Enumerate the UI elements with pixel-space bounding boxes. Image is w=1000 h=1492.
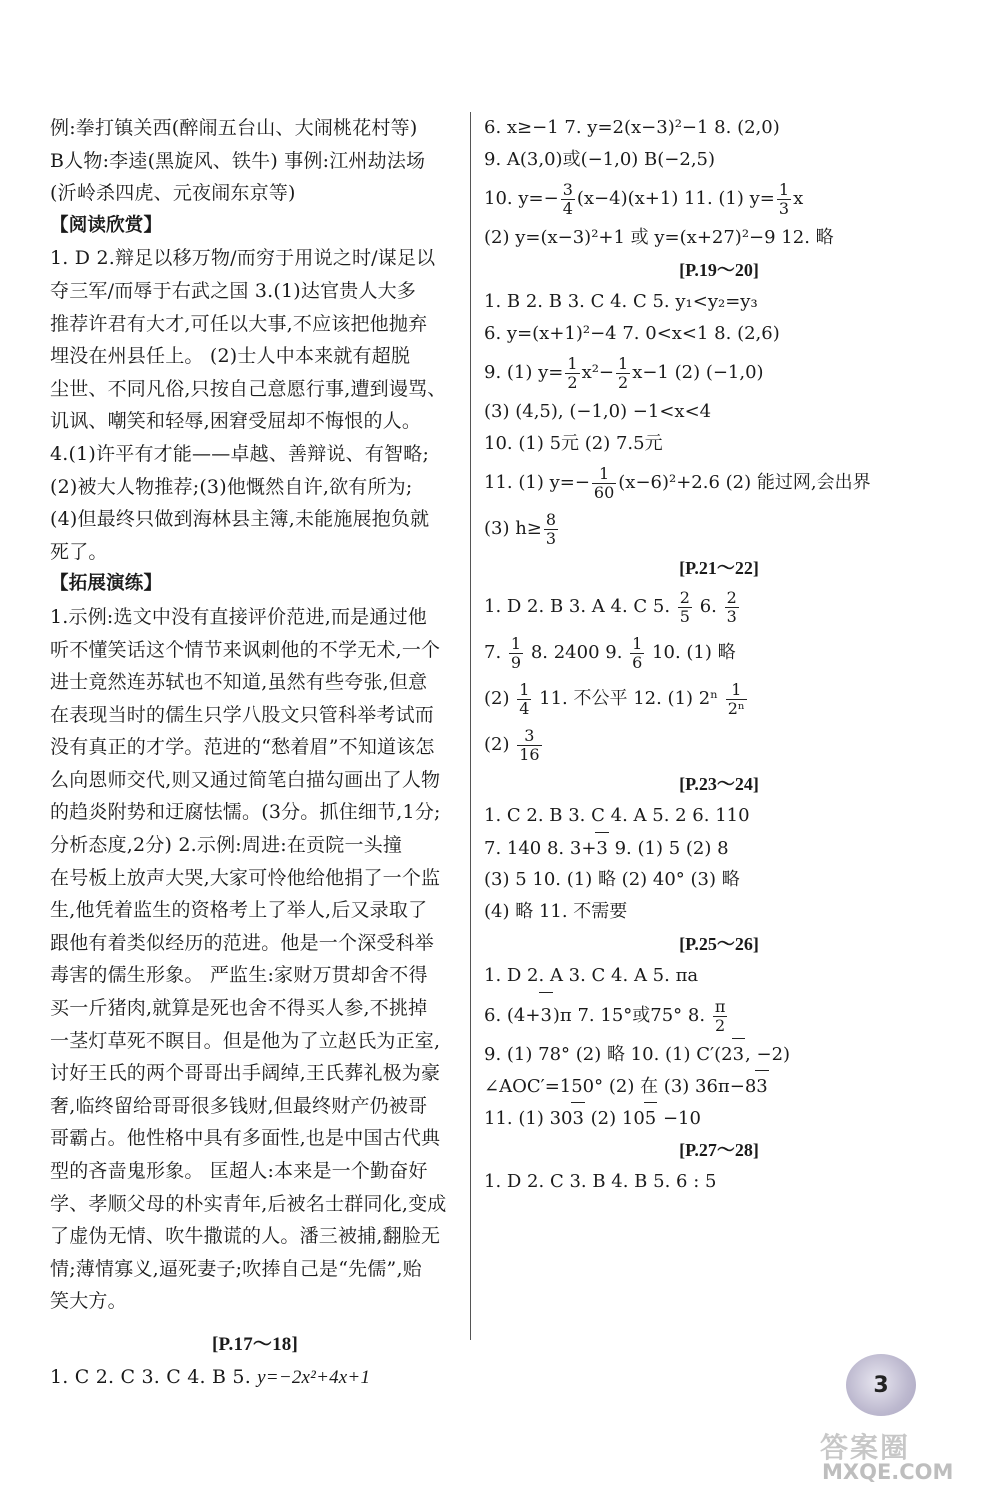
answer-line: 1. D 2. A 3. C 4. A 5. πa (484, 965, 699, 986)
answer-text: 9. (1) 5 (2) 8 (608, 838, 729, 859)
text-line: 学、孝顺父母的朴实青年,后被名士群同化,变成 (50, 1192, 447, 1215)
text-line: 死了。 (50, 540, 108, 563)
denominator: 4 (562, 198, 573, 218)
fraction (517, 681, 531, 718)
answer-line (484, 722, 954, 768)
denominator: 6 (632, 652, 643, 672)
square-root: 5 (644, 1102, 657, 1135)
text-line: 1.示例:选文中没有直接评价范进,而是通过他 (50, 605, 427, 628)
fraction (592, 465, 616, 502)
answer-text: )π 7. 15°或75° 8. (552, 1005, 711, 1026)
answer-line (484, 350, 954, 396)
answer-line-p17 (50, 1361, 460, 1395)
numerator: π (714, 996, 726, 1016)
square-root: 3 (595, 832, 608, 865)
answer-line (484, 676, 954, 722)
numerator: 1 (726, 681, 747, 700)
answer-text: 7. (484, 642, 507, 663)
answer-text: 10. y=− (484, 188, 559, 209)
text-line: 4.(1)许平有才能——卓越、善辩说、有智略; (50, 442, 430, 465)
page-number: 3 (873, 1372, 889, 1398)
text-line: 分析态度,2分) 2.示例:周进:在贡院一头撞 (50, 834, 403, 857)
answer-line: 1. C 2. B 3. C 4. A 5. 2 6. 110 (484, 805, 750, 826)
answer-line: (3) (4,5), (−1,0) −1<x<4 (484, 401, 712, 422)
text-line: 推荐许君有大才,可任以大事,不应该把他抛弃 (50, 312, 428, 335)
text-line: 1. D 2.辩足以移万物/而穷于用说之时/谋足以 (50, 247, 436, 270)
numerator: 3 (517, 727, 541, 746)
text-line: 笑大方。 (50, 1290, 127, 1313)
answer-line (484, 630, 954, 676)
answer-line (484, 1102, 954, 1134)
fraction (509, 635, 523, 672)
text-line: 在号板上放声大哭,大家可怜他给他捐了一个监 (50, 866, 441, 889)
fraction (561, 181, 575, 218)
fraction (725, 589, 739, 626)
fraction (726, 681, 747, 718)
numerator: 2 (726, 587, 737, 607)
denominator: 2 (714, 1015, 726, 1035)
answer-text: (3) h≥ (484, 518, 542, 539)
answer-line (484, 584, 954, 630)
text-line: 埋没在州县任上。 (2)士人中本来就有超脱 (50, 345, 411, 368)
numerator: 1 (618, 353, 629, 373)
denominator: 3 (545, 528, 557, 548)
answer-text: −10 (657, 1108, 701, 1129)
text-line: 夺三军/而辱于右武之国 3.(1)达官贵人大多 (50, 279, 417, 302)
denominator: 2 (618, 372, 629, 392)
text-line: 毒害的儒生形象。 严监生:家财万贯却舍不得 (50, 964, 428, 987)
denominator: 2ⁿ (727, 698, 745, 718)
page-number-badge (846, 1354, 916, 1416)
text-line: 尘世、不同凡俗,只按自己意愿行事,遭到谩骂、 (50, 377, 447, 400)
text-line: (沂岭杀四虎、元夜闹东京等) (50, 182, 296, 205)
square-root: 3 (755, 1070, 768, 1103)
denominator: 2 (567, 372, 578, 392)
text-line: 哥霸占。他性格中具有多面性,也是中国古代典 (50, 1127, 441, 1150)
section-heading-p19: [P.19～20] (679, 260, 759, 280)
watermark-text: 答案圈 (820, 1431, 911, 1464)
answer-text: (2) (484, 688, 516, 709)
answer-line (484, 1038, 954, 1070)
answer-text: (x−4)(x+1) 11. (1) y= (576, 188, 775, 209)
numerator: 1 (778, 179, 790, 199)
reading-section-heading: 【阅读欣赏】 (50, 214, 163, 236)
numerator: 1 (592, 465, 616, 484)
numerator: 3 (562, 179, 573, 199)
answer-text: 11. 不公平 12. (1) 2ⁿ (533, 688, 724, 709)
text-line: B人物:李逵(黑旋风、铁牛) 事例:江州劫法场 (50, 149, 426, 172)
fraction (565, 355, 579, 392)
text-line: 的趋炎附势和迂腐怯懦。(3分。抓住细节,1分; (50, 801, 441, 824)
answer-text: 7. 140 8. 3+ (484, 838, 597, 859)
numerator: 2 (679, 587, 690, 607)
text-line: 进士竟然连苏轼也不知道,虽然有些夸张,但意 (50, 671, 428, 694)
numerator: 1 (510, 633, 522, 653)
answer-line: 1. D 2. C 3. B 4. B 5. 6 : 5 (484, 1171, 717, 1192)
text-line: (4)但最终只做到海林县主簿,未能施展抱负就 (50, 508, 430, 531)
square-root: 3 (539, 992, 552, 1039)
watermark-url: MXQE.COM (822, 1460, 954, 1484)
text-line: 买一斤猪肉,就算是死也舍不得买人参,不挑掉 (50, 997, 428, 1020)
numerator: 1 (567, 353, 578, 373)
answer-line: 6. y=(x+1)²−4 7. 0<x<1 8. (2,6) (484, 323, 780, 344)
answer-text: 10. (1) 略 (646, 642, 736, 663)
denominator: 3 (726, 606, 737, 626)
section-heading-p25: [P.25～26] (679, 934, 759, 954)
answer-line: (2) y=(x−3)²+1 或 y=(x+27)²−9 12. 略 (484, 227, 834, 248)
answer-text: 9. (1) y= (484, 362, 564, 383)
answer-text: 1. C 2. C 3. C 4. B 5. (50, 1365, 258, 1388)
answer-text: , −2) (745, 1044, 791, 1065)
answer-line: 6. x≥−1 7. y=2(x−3)²−1 8. (2,0) (484, 117, 780, 138)
text-line: 了虚伪无情、吹牛撒谎的人。潘三被捕,翻脸无 (50, 1225, 441, 1248)
denominator: 16 (519, 744, 540, 764)
section-heading-p21: [P.21～22] (679, 558, 759, 578)
answer-text: (2) (484, 734, 516, 755)
text-line: 么向恩师交代,则又通过简笔白描勾画出了人物 (50, 768, 441, 791)
answer-text: 6. (4+ (484, 1005, 541, 1026)
denominator: 9 (510, 652, 522, 672)
answer-text: 1. D 2. B 3. A 4. C 5. (484, 596, 676, 617)
fraction (678, 589, 692, 626)
answer-text: 11. (1) y=− (484, 472, 590, 493)
answer-text: x (793, 188, 804, 209)
fraction (616, 355, 630, 392)
answer-line (484, 832, 954, 864)
square-root: 3 (571, 1102, 584, 1135)
answer-line (484, 460, 954, 506)
text-line: 例:拳打镇关西(醉闹五台山、大闹桃花村等) (50, 117, 418, 139)
answer-line: 10. (1) 5元 (2) 7.5元 (484, 433, 663, 454)
text-line: (2)被大人物推荐;(3)他慨然自许,欲有所为; (50, 475, 413, 498)
answer-line: 1. B 2. B 3. C 4. C 5. y₁<y₂=y₃ (484, 291, 758, 312)
text-line: 讨好王氏的两个哥哥出手阔绰,王氏葬礼极为豪 (50, 1062, 441, 1085)
text-line: 一茎灯草死不瞑目。但是他为了立赵氏为正室, (50, 1029, 441, 1052)
column-divider (470, 112, 471, 1340)
watermark-logo (820, 1426, 995, 1486)
text-line: 听不懂笑话这个情节来讽刺他的不学无术,一个 (50, 638, 441, 661)
fraction (630, 635, 644, 672)
answer-line (484, 1070, 954, 1102)
section-heading-p27: [P.27～28] (679, 1140, 759, 1160)
answer-text: x−1 (2) (−1,0) (632, 362, 764, 383)
text-line: 没有真正的才学。范进的“愁着眉”不知道该怎 (50, 736, 435, 759)
denominator: 4 (519, 698, 530, 718)
answer-text: (2) 10 (584, 1108, 645, 1129)
numerator: 8 (545, 509, 557, 529)
denominator: 3 (778, 198, 790, 218)
square-root: 3 (732, 1038, 745, 1071)
fraction (777, 181, 791, 218)
fraction (713, 998, 728, 1035)
answer-line (484, 176, 954, 222)
right-column (484, 112, 954, 1198)
text-line: 情;薄情寡义,逼死妻子;吹捧自己是“先儒”,贻 (50, 1257, 422, 1280)
answer-line: 9. A(3,0)或(−1,0) B(−2,5) (484, 149, 716, 170)
numerator: 1 (632, 633, 643, 653)
answer-text: (x−6)²+2.6 (2) 能过网,会出界 (618, 472, 871, 493)
formula: y=−2x²+4x+1 (257, 1366, 371, 1388)
text-line: 生,他凭着监生的资格考上了举人,后又录取了 (50, 899, 428, 922)
answer-text: x²− (581, 362, 615, 383)
text-line: 在表现当时的儒生只学八股文只管科举考试而 (50, 703, 435, 726)
numerator: 1 (519, 679, 530, 699)
text-line: 型的吝啬鬼形象。 匡超人:本来是一个勤奋好 (50, 1160, 428, 1182)
section-heading-p23: [P.23～24] (679, 774, 759, 794)
fraction (517, 727, 541, 764)
denominator: 5 (679, 606, 690, 626)
text-line: 跟他有着类似经历的范进。他是一个深受科举 (50, 931, 435, 954)
answer-text: 8. 2400 9. (525, 642, 629, 663)
answer-text: 9. (1) 78° (2) 略 10. (1) C′(2 (484, 1044, 733, 1065)
answer-line: (3) 5 10. (1) 略 (2) 40° (3) 略 (484, 869, 740, 890)
section-heading-p17: [P.17～18] (211, 1333, 299, 1355)
answer-line (484, 992, 954, 1038)
answer-line (484, 506, 954, 552)
text-line: 讥讽、嘲笑和轻辱,困窘受屈却不悔恨的人。 (50, 410, 422, 433)
answer-text: ∠AOC′=150° (2) 在 (3) 36π−8 (484, 1076, 757, 1097)
left-column (50, 112, 460, 1395)
answer-line: (4) 略 11. 不需要 (484, 901, 628, 922)
fraction (544, 511, 558, 548)
denominator: 60 (593, 482, 615, 502)
extension-section-heading: 【拓展演练】 (50, 573, 163, 595)
answer-text: 6. (693, 596, 723, 617)
answer-text: 11. (1) 30 (484, 1108, 573, 1129)
text-line: 奢,临终留给哥哥很多钱财,但最终财产仍被哥 (50, 1094, 428, 1117)
